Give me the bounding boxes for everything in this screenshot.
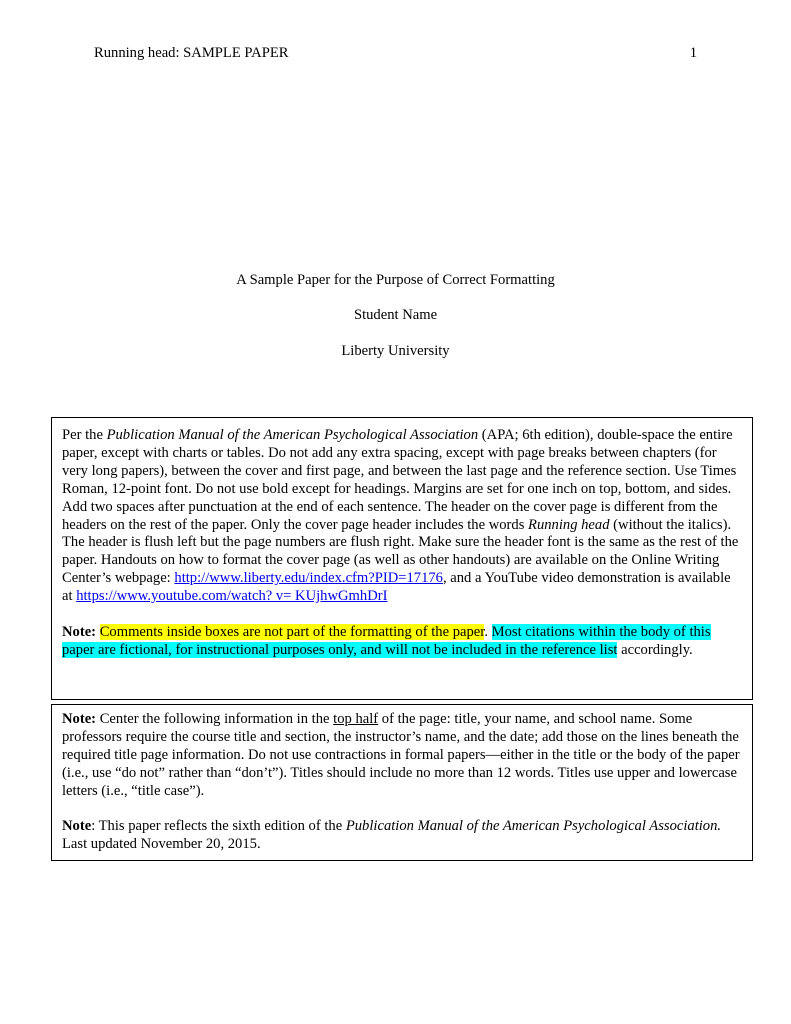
text-run: (APA; 6th edition), double-space the entire paper, except with charts or tables. Do not add any extra spacing, except with page breaks between chapters (for very long papers), between the cover and first page, and between the last page and the reference section. Use Times Roman, 12-point font. Do not use bold except for headings. Margins are set for one inch on top, bottom, and sides. Add two spaces after punctuation at the end of each sentence. The header on the cover page is different from the headers on the rest of the paper. Only the cover page header includes the words (62, 427, 737, 533)
writing-center-link[interactable]: http://www.liberty.edu/index.cfm?PID=17176 (174, 570, 443, 587)
text-run: Center the following information in the (96, 711, 334, 727)
note-label: Note: (62, 623, 97, 640)
text-run: , and a YouTube video demonstration is available at (62, 570, 731, 605)
running-head-term: Running head (528, 516, 610, 533)
note-paragraph (62, 624, 742, 660)
page-number: 1 (689, 45, 697, 61)
edition-note-paragraph (62, 818, 742, 854)
paper-title: A Sample Paper for the Purpose of Correct Formatting (236, 272, 555, 288)
text-run: . (484, 623, 492, 640)
note-label: Note: (62, 711, 97, 727)
text-run: (without the italics). The header is flush left but the page numbers are flush right. Make sure the header font is the same as the rest of the paper. Handouts on how to format the cover page (as well as other handouts) are available on the Online Writing Center’s webpage: (62, 516, 739, 587)
manual-title: Publication Manual of the American Psychological Association. (345, 818, 722, 835)
text-run: : This paper reflects the sixth edition of the (91, 818, 346, 835)
note-label: Note (62, 818, 92, 835)
text-run: of the page: title, your name, and school name. Some professors require the course title and section, the instructor’s name, and the date; add those on the lines beneath the required title page information. Do not use contractions in formal papers—either in the title or the body of the paper (i.e., use “do not” rather than “don’t”). Titles should include no more than 12 words. Titles use upper and lowercase letters (i.e., “title case”). (62, 711, 740, 799)
text-run: accordingly. (617, 641, 693, 658)
instructions-paragraph (62, 427, 742, 606)
title-page-note-box (51, 704, 753, 861)
highlight-yellow: Comments inside boxes are not part of the formatting of the paper (99, 623, 485, 640)
youtube-link[interactable]: https://www.youtube.com/watch? v= KUjhwGmhDrI (76, 588, 388, 605)
title-page-note-paragraph (62, 711, 742, 801)
highlight-cyan: Most citations within the body of this paper are fictional, for instructional purposes only, and will not be included in the reference list (62, 623, 711, 658)
top-half-term: top half (333, 711, 379, 727)
text-run: Per the (62, 427, 107, 443)
school-name: Liberty University (341, 343, 450, 359)
text-run: Last updated November 20, 2015. (62, 836, 261, 853)
running-head: Running head: SAMPLE PAPER (94, 45, 289, 61)
student-name: Student Name (353, 307, 438, 323)
formatting-instructions-box (51, 417, 753, 700)
manual-title: Publication Manual of the American Psychological Association (106, 427, 479, 443)
